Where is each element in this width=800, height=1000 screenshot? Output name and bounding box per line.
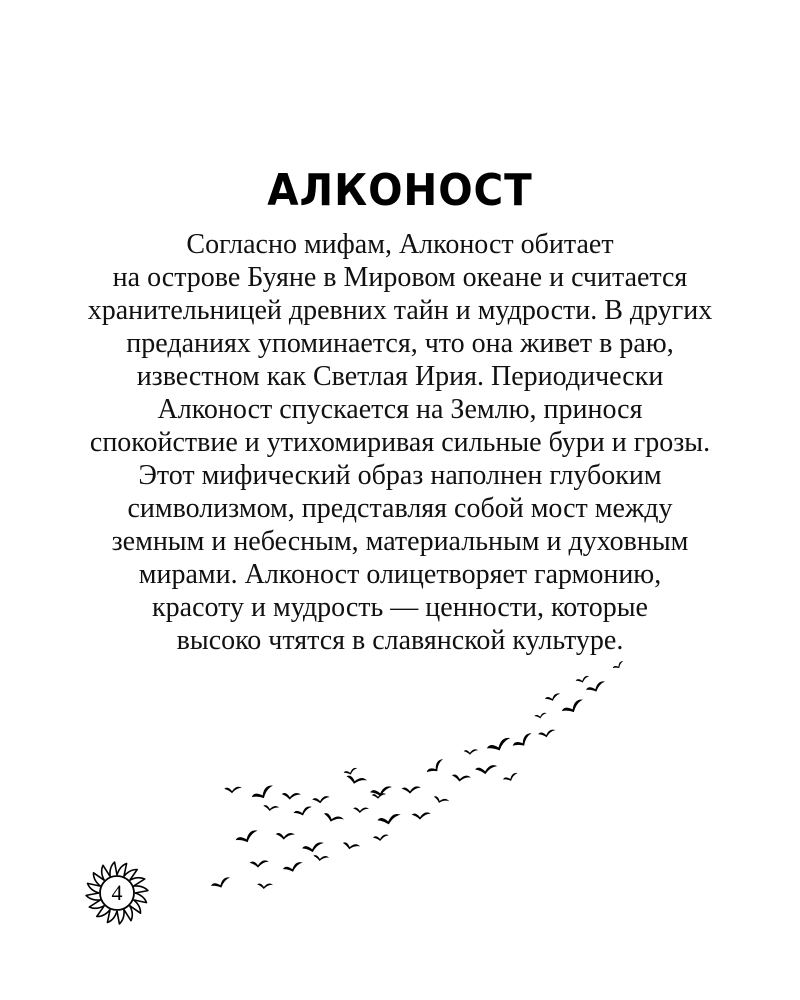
bird-icon	[353, 806, 369, 813]
bird-icon	[451, 773, 471, 783]
text-line: мирами. Алконост олицетворяет гармонию,	[138, 559, 662, 590]
bird-icon	[263, 804, 280, 813]
bird-icon	[224, 787, 242, 794]
bird-icon	[402, 786, 421, 793]
text-line: символизмом, представляя собой мост между	[127, 493, 673, 524]
text-line: спокойствие и утихомиривая сильные бури и грозы.	[89, 427, 711, 458]
bird-icon	[486, 737, 513, 755]
bird-icon	[425, 758, 447, 776]
text-line: на острове Буяне в Мировом океане и считается	[112, 262, 688, 293]
bird-icon	[322, 811, 344, 825]
bird-icon	[345, 774, 367, 787]
bird-icon	[575, 675, 590, 684]
flock-of-birds-icon	[200, 650, 640, 910]
bird-icon	[250, 860, 269, 867]
bird-icon	[313, 854, 330, 863]
text-line: красоту и мудрость — ценности, которые	[152, 592, 648, 623]
bird-icon	[282, 861, 304, 874]
bird-icon	[432, 795, 449, 806]
bird-icon	[475, 765, 498, 775]
bird-icon	[370, 786, 394, 798]
bird-icon	[293, 806, 313, 818]
bird-icon	[210, 876, 232, 890]
bird-icon	[251, 784, 277, 802]
text-line: известном как Светлая Ирия. Периодически	[136, 361, 664, 392]
text-line: хранительницей древних тайн и мудрости. В других	[87, 295, 713, 326]
page-title: АЛКОНОСТ	[267, 165, 533, 216]
bird-icon	[281, 792, 301, 801]
bird-icon	[343, 767, 358, 776]
bird-icon	[275, 832, 295, 841]
text-line: земным и небесным, материальным и духовным	[111, 526, 689, 557]
bird-icon	[373, 834, 389, 841]
bird-icon	[412, 812, 431, 819]
bird-icon	[377, 813, 402, 826]
text-line: Алконост спускается на Землю, принося	[157, 394, 643, 425]
bird-icon	[585, 680, 607, 694]
bird-icon	[544, 693, 561, 703]
bird-icon	[464, 749, 478, 754]
page-number: 4	[111, 880, 123, 905]
bird-icon	[534, 712, 547, 719]
bird-icon	[302, 842, 326, 854]
bird-icon	[511, 732, 535, 750]
text-line: Согласно мифам, Алконост обитает	[186, 229, 614, 260]
text-line: Этот мифический образ наполнен глубоким	[138, 460, 662, 491]
bird-icon	[538, 729, 556, 739]
bird-icon	[257, 882, 273, 889]
text-line: преданиях упоминается, что она живет в раю,	[126, 328, 674, 359]
bird-icon	[312, 796, 330, 804]
bird-icon	[502, 772, 519, 783]
bird-icon	[235, 829, 261, 846]
body-paragraph	[60, 228, 740, 657]
text-line: высоко чтятся в славянской культуре.	[176, 625, 624, 656]
bird-icon	[342, 841, 361, 852]
bird-icon	[612, 660, 625, 671]
bird-icon	[561, 698, 587, 716]
